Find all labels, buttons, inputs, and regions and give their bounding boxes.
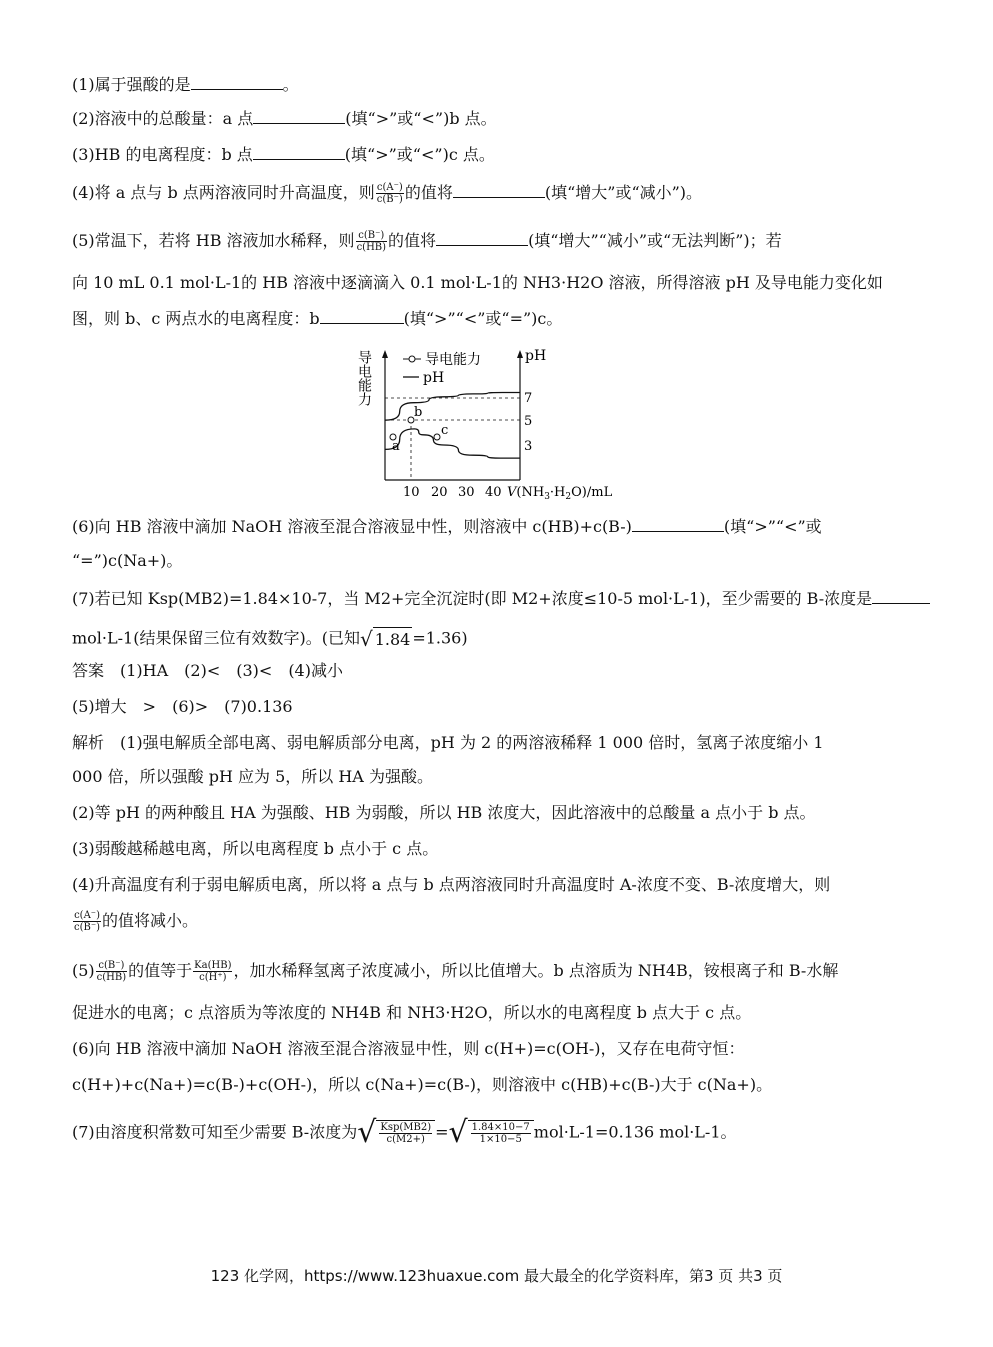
question-7-line2 bbox=[72, 624, 468, 654]
numerator: c(A⁻) bbox=[376, 182, 403, 193]
question-6-line1 bbox=[72, 516, 822, 538]
numerator: c(B⁻) bbox=[96, 960, 127, 972]
q5-text: (5)常温下，若将 HB 溶液加水稀释，则 bbox=[72, 231, 355, 250]
y-tick-5: 5 bbox=[524, 414, 533, 429]
q3-text: (3)HB 的电离程度：b 点 bbox=[72, 145, 253, 164]
point-b-label: b bbox=[414, 405, 423, 420]
question-6-line2: “=”)c(Na+)。 bbox=[72, 551, 183, 570]
question-5-line3 bbox=[72, 308, 562, 330]
answer-blank bbox=[191, 75, 283, 90]
sqrt-expression bbox=[448, 1115, 534, 1150]
denominator: c(HB) bbox=[356, 242, 387, 253]
legend-ph: pH bbox=[423, 370, 445, 386]
numerator: Ksp(MB2) bbox=[380, 1122, 432, 1133]
equals-sign: = bbox=[435, 1122, 449, 1142]
analysis-4b bbox=[72, 910, 198, 933]
fraction bbox=[471, 1122, 531, 1145]
analysis-6a: (6)向 HB 溶液中滴加 NaOH 溶液至混合溶液显中性，则 c(H+)=c(OH-)，又存在电荷守恒： bbox=[72, 1039, 745, 1058]
denominator: c(HB) bbox=[96, 972, 127, 983]
analysis-3: (3)弱酸越稀越电离，所以电离程度 b 点小于 c 点。 bbox=[72, 839, 439, 858]
x-axis-label: $V(NH_3\cdot H_2O)/mL$ bbox=[507, 485, 613, 502]
analysis-7 bbox=[72, 1115, 737, 1150]
x-tick-30: 30 bbox=[458, 485, 475, 500]
analysis-5-text: ，加水稀释氢离子浓度减小，所以比值增大。b 点溶质为 NH4B，铵根离子和 B-水解 bbox=[233, 961, 839, 980]
numerator: c(B⁻) bbox=[356, 230, 387, 242]
point-c-marker bbox=[434, 434, 440, 440]
numerator: Ka(HB) bbox=[194, 960, 232, 971]
question-5-line1 bbox=[72, 230, 782, 253]
analysis-5b: 促进水的电离；c 点溶质为等浓度的 NH4B 和 NH3·H2O，所以水的电离程度 b 点大于 c 点。 bbox=[72, 1003, 752, 1022]
radicand bbox=[468, 1120, 534, 1146]
q4-text: (4)将 a 点与 b 点两溶液同时升高温度，则 bbox=[72, 183, 375, 202]
ylabel-right: pH bbox=[525, 348, 547, 364]
answer-line2: (5)增大 > (6)> (7)0.136 bbox=[72, 697, 293, 716]
ylabel-left: 导电能力 bbox=[356, 350, 372, 406]
fraction bbox=[96, 960, 127, 983]
analysis-2: (2)等 pH 的两种酸且 HA 为强酸、HB 为弱酸，所以 HB 浓度大，因此溶液中的总酸量 a 点小于 b 点。 bbox=[72, 803, 816, 822]
analysis-4b-text: 的值将减小。 bbox=[102, 911, 199, 930]
left-axis-arrow bbox=[382, 350, 388, 358]
q6-hint: (填“>”“<”或 bbox=[723, 517, 822, 536]
q6-text: (6)向 HB 溶液中滴加 NaOH 溶液至混合溶液显中性，则溶液中 c(HB)+c(B-) bbox=[72, 517, 632, 536]
x-tick-10: 10 bbox=[403, 485, 420, 500]
denominator: c(B⁻) bbox=[74, 922, 101, 933]
answer-blank bbox=[253, 145, 345, 160]
q7-end: =1.36) bbox=[412, 628, 468, 648]
q3-hint: (填“>”或“<”)c 点。 bbox=[344, 145, 495, 164]
answer-blank bbox=[872, 589, 930, 604]
analysis-1a: 解析 (1)强电解质全部电离、弱电解质部分电离，pH 为 2 的两溶液稀释 1 000 倍时，氢离子浓度缩小 1 bbox=[72, 733, 824, 752]
q7-text-2: mol·L-1(结果保留三位有效数字)。(已知 bbox=[72, 628, 360, 648]
analysis-4: (4)升高温度有利于弱电解质电离，所以将 a 点与 b 点两溶液同时升高温度时 A-浓度不变、B-浓度增大，则 bbox=[72, 875, 831, 894]
question-5-line2: 向 10 mL 0.1 mol·L-1的 HB 溶液中逐滴滴入 0.1 mol·L-1的 NH3·H2O 溶液，所得溶液 pH 及导电能力变化如 bbox=[72, 273, 883, 292]
y-tick-3: 3 bbox=[524, 439, 533, 454]
denominator: c(M2+) bbox=[386, 1134, 425, 1145]
q5-hint-2: (填“>”“<”或“=”)c。 bbox=[403, 309, 563, 328]
q2-hint: (填“>”或“<”)b 点。 bbox=[345, 109, 497, 128]
radical-sign: √ bbox=[357, 1115, 377, 1150]
conductivity-curve bbox=[385, 429, 520, 458]
analysis-5-prefix: (5) bbox=[72, 961, 95, 980]
ph-curve bbox=[385, 393, 520, 421]
y-tick-7: 7 bbox=[524, 391, 533, 406]
point-a-label: a bbox=[392, 439, 400, 454]
sqrt-expression bbox=[360, 624, 412, 654]
q1-end: 。 bbox=[282, 75, 299, 94]
answer-blank bbox=[253, 109, 345, 124]
radical-sign: √ bbox=[448, 1115, 468, 1150]
answer-line1: 答案 (1)HA (2)< (3)< (4)减小 bbox=[72, 661, 343, 680]
denominator: c(H⁺) bbox=[199, 972, 227, 983]
conductivity-ph-chart bbox=[355, 342, 635, 502]
fraction bbox=[356, 230, 387, 253]
fraction bbox=[73, 910, 101, 933]
answer-blank bbox=[436, 231, 528, 246]
radicand bbox=[376, 1120, 435, 1146]
q5-hint: (填“增大”“减小”或“无法判断”)；若 bbox=[528, 231, 782, 250]
legend-cond-marker bbox=[409, 356, 415, 362]
fraction bbox=[193, 960, 232, 983]
analysis-5-mid: 的值等于 bbox=[128, 961, 193, 980]
q5-mid: 的值将 bbox=[388, 231, 437, 250]
q1-text: (1)属于强酸的是 bbox=[72, 75, 191, 94]
answer-blank bbox=[320, 309, 404, 324]
denominator: c(B⁻) bbox=[376, 194, 403, 205]
page-footer: 123 化学网，https://www.123huaxue.com 最大最全的化学资料库，第3 页 共3 页 bbox=[210, 1267, 783, 1285]
analysis-5 bbox=[72, 960, 838, 983]
denominator: 1×10−5 bbox=[479, 1134, 522, 1145]
answer-blank bbox=[632, 517, 724, 532]
question-7-line1 bbox=[72, 588, 930, 610]
analysis-1b: 000 倍，所以强酸 pH 应为 5，所以 HA 为强酸。 bbox=[72, 767, 433, 786]
numerator: 1.84×10−7 bbox=[471, 1122, 530, 1133]
right-axis-arrow bbox=[517, 350, 523, 358]
analysis-7-end: mol·L-1=0.136 mol·L-1。 bbox=[533, 1122, 737, 1142]
question-1 bbox=[72, 74, 299, 96]
q7-text: (7)若已知 Ksp(MB2)=1.84×10-7，当 M2+完全沉淀时(即 M2+浓度≤10-5 mol·L-1)，至少需要的 B-浓度是 bbox=[72, 589, 873, 608]
x-tick-40: 40 bbox=[485, 485, 502, 500]
question-2 bbox=[72, 108, 497, 130]
question-4 bbox=[72, 182, 702, 205]
q5-text-2: 图，则 b、c 两点水的电离程度：b bbox=[72, 309, 320, 328]
radical-sign: √ bbox=[359, 627, 373, 651]
q4-hint: (填“增大”或“减小”)。 bbox=[544, 183, 703, 202]
fraction bbox=[376, 182, 404, 205]
point-c-label: c bbox=[441, 423, 449, 438]
q4-mid: 的值将 bbox=[404, 183, 453, 202]
question-3 bbox=[72, 144, 495, 166]
x-tick-20: 20 bbox=[431, 485, 448, 500]
sqrt-expression bbox=[357, 1115, 435, 1150]
answer-blank bbox=[453, 183, 545, 198]
legend-conductivity: 导电能力 bbox=[425, 352, 481, 368]
analysis-7-text: (7)由溶度积常数可知至少需要 B-浓度为 bbox=[72, 1122, 358, 1142]
q2-text: (2)溶液中的总酸量：a 点 bbox=[72, 109, 254, 128]
analysis-6b: c(H+)+c(Na+)=c(B-)+c(OH-)，所以 c(Na+)=c(B-)，则溶液中 c(HB)+c(B-)大于 c(Na+)。 bbox=[72, 1075, 773, 1094]
radicand: 1.84 bbox=[373, 627, 413, 652]
numerator: c(A⁻) bbox=[74, 910, 100, 921]
fraction bbox=[379, 1122, 432, 1145]
